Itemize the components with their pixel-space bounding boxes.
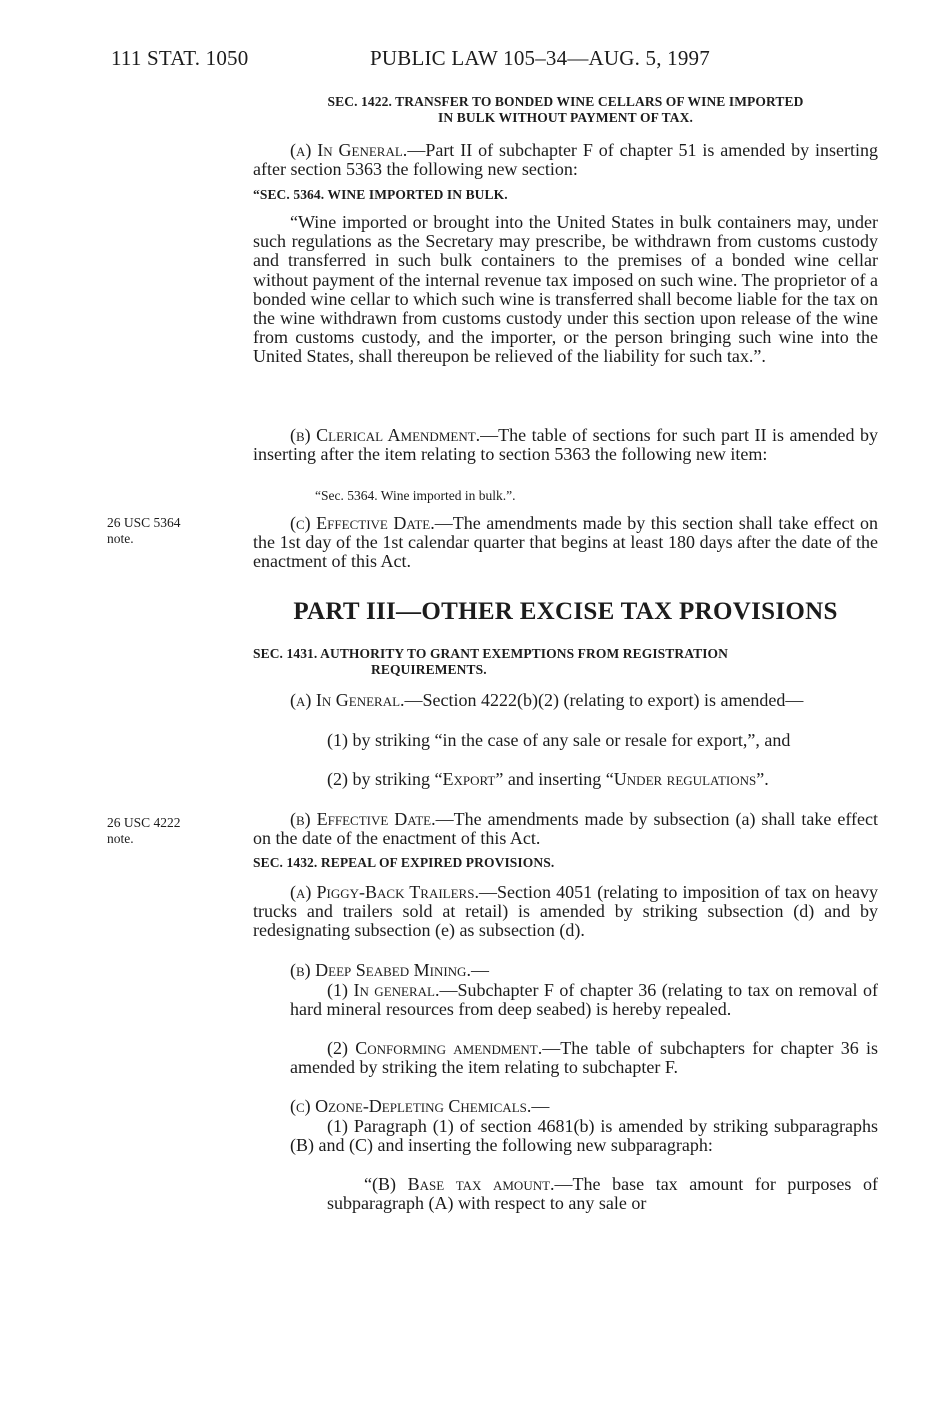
sec-1422-b-label: (b) Clerical Amendment. xyxy=(290,425,481,445)
sec-1431-item2-export: Export xyxy=(442,769,496,789)
sec-1431-a-label: (a) In General. xyxy=(290,690,405,710)
sec-1422-b-text: —The table of sections for such part II is amended by inserting after the item relating to section 5363 the following new item: xyxy=(253,425,878,465)
sec-1432-b2 xyxy=(290,1039,878,1077)
sec-1432-b1-label: (1) In general. xyxy=(327,980,440,1000)
sec-1422-c-label: (c) Effective Date. xyxy=(290,513,435,533)
sec-1432-b1-text: —Subchapter F of chapter 36 (relating to tax on removal of hard mineral resources from deep seabed) is hereby repealed. xyxy=(290,980,879,1020)
sec-1422-c xyxy=(253,514,878,572)
sec-1432-b2-label: (2) Conforming amendment. xyxy=(327,1038,543,1058)
sec-1432-b1 xyxy=(290,981,878,1019)
sec-1422-title-line1: SEC. 1422. TRANSFER TO BONDED WINE CELLARS OF WINE IMPORTED xyxy=(327,94,804,109)
running-head: PUBLIC LAW 105–34—AUG. 5, 1997 xyxy=(370,46,710,70)
sec-1431-item2-pre: (2) by striking “ xyxy=(327,769,443,789)
sec-1432-title: SEC. 1432. REPEAL OF EXPIRED PROVISIONS. xyxy=(253,855,555,870)
sec-1431-a-item1 xyxy=(290,731,878,750)
sec-1431-item2-post: ”. xyxy=(756,769,769,789)
sec-1432-b-dash: — xyxy=(470,960,489,980)
sec-1431-item1-text: (1) by striking “in the case of any sale or resale for export,”, and xyxy=(327,730,791,750)
sec-1422-b xyxy=(253,426,878,464)
sec-1432-a-label: (a) Piggy-Back Trailers. xyxy=(290,882,479,902)
sec-1432-c-label: (c) Ozone-Depleting Chemicals. xyxy=(290,1096,532,1116)
sec-1422-title xyxy=(253,94,878,126)
sec-1431-a-item2 xyxy=(290,770,878,789)
margin-note-4222-line2: note. xyxy=(107,831,134,846)
sec-1422-a xyxy=(253,141,878,179)
sec-1431-b-text: —The amendments made by subsection (a) shall take effect on the date of the enactment of this Act. xyxy=(253,809,879,849)
new-sec-5364-text xyxy=(253,213,878,367)
new-sec-5364-title: “SEC. 5364. WINE IMPORTED IN BULK. xyxy=(253,187,508,202)
table-item-5364: “Sec. 5364. Wine imported in bulk.”. xyxy=(315,488,516,503)
sec-1431-item2-under: Under regulations xyxy=(613,769,757,789)
sec-1432-c1-text: (1) Paragraph (1) of section 4681(b) is amended by striking subparagraphs (B) and (C) and inserting the following new subparagraph: xyxy=(290,1116,878,1156)
sec-1432-c-dash: — xyxy=(531,1096,550,1116)
sec-1432-cB-text: —The base tax amount for purposes of subparagraph (A) with respect to any sale or xyxy=(327,1174,878,1214)
sec-1422-title-line2: IN BULK WITHOUT PAYMENT OF TAX. xyxy=(438,110,693,125)
sec-1432-cB-label: “(B) Base tax amount. xyxy=(364,1174,555,1194)
sec-1431-item2-mid: ” and inserting “ xyxy=(495,769,614,789)
sec-1432-a xyxy=(253,883,878,941)
sec-1422-a-text: —Part II of subchapter F of chapter 51 is amended by inserting after section 5363 the following new section: xyxy=(253,140,878,180)
page-number: 111 STAT. 1050 xyxy=(111,46,249,70)
margin-note-5364 xyxy=(107,515,181,547)
sec-1432-b-label: (b) Deep Seabed Mining. xyxy=(290,960,471,980)
sec-1431-a xyxy=(253,691,878,710)
sec-1431-title-line1: SEC. 1431. AUTHORITY TO GRANT EXEMPTIONS FROM REGISTRATION xyxy=(253,646,729,661)
sec-1432-c xyxy=(253,1097,878,1116)
margin-note-4222-line1: 26 USC 4222 xyxy=(107,815,181,830)
part-iii-heading: PART III—OTHER EXCISE TAX PROVISIONS xyxy=(293,598,838,625)
margin-note-4222 xyxy=(107,815,181,847)
sec-1422-c-text: —The amendments made by this section shall take effect on the 1st day of the 1st calendar quarter that begins at least 180 days after the date of the enactment of this Act. xyxy=(253,513,879,572)
sec-1431-a-text: —Section 4222(b)(2) (relating to export) is amended— xyxy=(404,690,804,710)
sec-1422-a-label: (a) In General. xyxy=(290,140,408,160)
sec-1431-b-label: (b) Effective Date. xyxy=(290,809,436,829)
sec-1432-cB xyxy=(327,1175,878,1213)
new-sec-5364-paragraph: “Wine imported or brought into the United States in bulk containers may, under such regulations as the Secretary may prescribe, be withdrawn from customs custody and transferred in such bulk containers to the premises of a bonded wine cellar without payment of the internal revenue tax imposed on such wine. The proprietor of a bonded wine cellar to which such wine is transferred shall become liable for the tax on the wine withdrawn from customs custody under this section upon release of the wine from customs custody, and the importer, or the person bringing such wine into the United States, shall thereupon be relieved of the liability for such tax.”. xyxy=(253,212,878,367)
sec-1431-title-line2: REQUIREMENTS. xyxy=(371,662,487,677)
sec-1431-title xyxy=(253,646,878,678)
margin-note-5364-line2: note. xyxy=(107,531,134,546)
sec-1432-b2-text: —The table of subchapters for chapter 36 is amended by striking the item relating to subchapter F. xyxy=(290,1038,878,1078)
sec-1432-b xyxy=(253,961,878,980)
margin-note-5364-line1: 26 USC 5364 xyxy=(107,515,181,530)
sec-1432-a-text: —Section 4051 (relating to imposition of tax on heavy trucks and trailers sold at retail) is amended by striking subsection (d) and by redesignating subsection (e) as subsection (d). xyxy=(253,882,879,941)
sec-1432-c1 xyxy=(290,1117,878,1155)
sec-1431-b xyxy=(253,810,878,848)
